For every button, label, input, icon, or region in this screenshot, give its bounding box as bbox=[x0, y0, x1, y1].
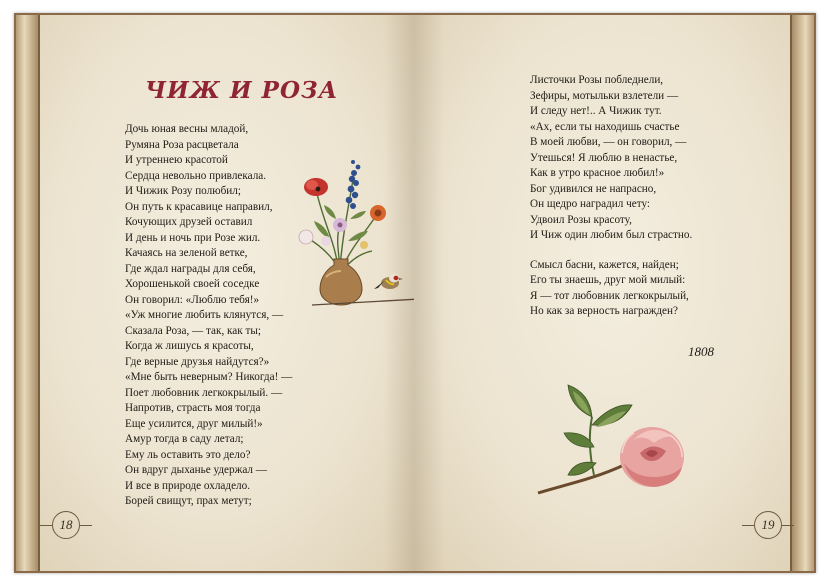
poem-line: Он щедро наградил чету: bbox=[530, 198, 651, 210]
poem-line: Хорошенькой своей соседке bbox=[125, 278, 260, 290]
poem-line: И день и ночь при Розе жил. bbox=[125, 231, 261, 244]
poem-line: Сердца невольно привлекала. bbox=[125, 169, 267, 182]
poem-line: Я — тот любовник легкокрылый, bbox=[530, 289, 689, 302]
poem-line: Он говорил: «Люблю тебя!» bbox=[125, 293, 260, 306]
poem-line: «Мне быть неверным? Никогда! — bbox=[125, 371, 293, 383]
poem-line: И утреннею красотой bbox=[125, 154, 228, 166]
poem-line: Где верные друзья найдутся?» bbox=[125, 355, 270, 368]
poem-line: В моей любви, — он говорил, — bbox=[530, 136, 687, 148]
poem-line: Напротив, страсть моя тогда bbox=[125, 402, 261, 414]
right-page bbox=[414, 15, 814, 571]
poem-line: Ему ль оставить это дело? bbox=[125, 448, 251, 461]
poem-line: Утешься! Я люблю в ненастье, bbox=[530, 151, 678, 164]
poem-line: Где ждал награды для себя, bbox=[125, 262, 256, 275]
poem-line: Качаясь на зеленой ветке, bbox=[125, 247, 248, 259]
poem-line: Он вдруг дыханье удержал — bbox=[125, 464, 267, 476]
poem-line: Смысл басни, кажется, найден; bbox=[530, 258, 679, 271]
poem-line: Бог удивился не напрасно, bbox=[530, 182, 657, 195]
poem-line: Кочующих друзей оставил bbox=[125, 216, 253, 228]
poem-line: Удвоил Розы красоту, bbox=[530, 213, 632, 226]
poem-line: Его ты знаешь, друг мой милый: bbox=[530, 274, 686, 286]
poem-line: И следу нет!.. А Чижик тут. bbox=[530, 105, 662, 117]
left-page bbox=[16, 15, 414, 571]
poem-text-left bbox=[125, 122, 292, 510]
poem-year: 1808 bbox=[688, 344, 714, 359]
poem-line: Румяна Роза расцветала bbox=[125, 138, 239, 151]
poem-line: Он путь к красавице направил, bbox=[125, 200, 273, 213]
poem-line: Амур тогда в саду летал; bbox=[125, 433, 244, 445]
poem-text-right bbox=[530, 73, 692, 320]
poem-line: Но как за верность награжден? bbox=[530, 305, 678, 317]
poem-line: Зефиры, мотыльки взлетели — bbox=[530, 89, 679, 102]
poem-line: Еще усилится, друг милый!» bbox=[125, 417, 263, 430]
poem-line: И Чиж один любим был страстно. bbox=[530, 229, 693, 241]
poem-line: Поет любовник легкокрылый. — bbox=[125, 386, 283, 399]
vase-flowers-illustration bbox=[292, 149, 414, 309]
poem-line: Борей свищут, прах метут; bbox=[125, 495, 252, 507]
right-gutter-shadow bbox=[414, 15, 444, 571]
poem-line: Сказала Роза, — так, как ты; bbox=[125, 324, 262, 337]
open-book bbox=[14, 13, 816, 573]
right-page-border bbox=[790, 15, 814, 571]
poem-line: «Ах, если ты находишь счастье bbox=[530, 120, 680, 133]
rose-illustration bbox=[534, 367, 694, 507]
left-page-border bbox=[16, 15, 40, 571]
poem-line: «Уж многие любить клянутся, — bbox=[125, 309, 284, 321]
poem-line: Как в утро красное любил!» bbox=[530, 167, 665, 179]
page-number-right: 19 bbox=[754, 511, 782, 539]
poem-line: Дочь юная весны младой, bbox=[125, 123, 249, 135]
stanza-break bbox=[530, 244, 692, 258]
poem-line: Когда ж лишусь я красоты, bbox=[125, 340, 254, 352]
page-number-left: 18 bbox=[52, 511, 80, 539]
poem-line: И все в природе охладело. bbox=[125, 479, 251, 492]
poem-line: Листочки Розы побледнели, bbox=[530, 74, 664, 86]
poem-title: ЧИЖ И РОЗА bbox=[145, 77, 339, 104]
poem-line: И Чижик Розу полюбил; bbox=[125, 185, 241, 197]
